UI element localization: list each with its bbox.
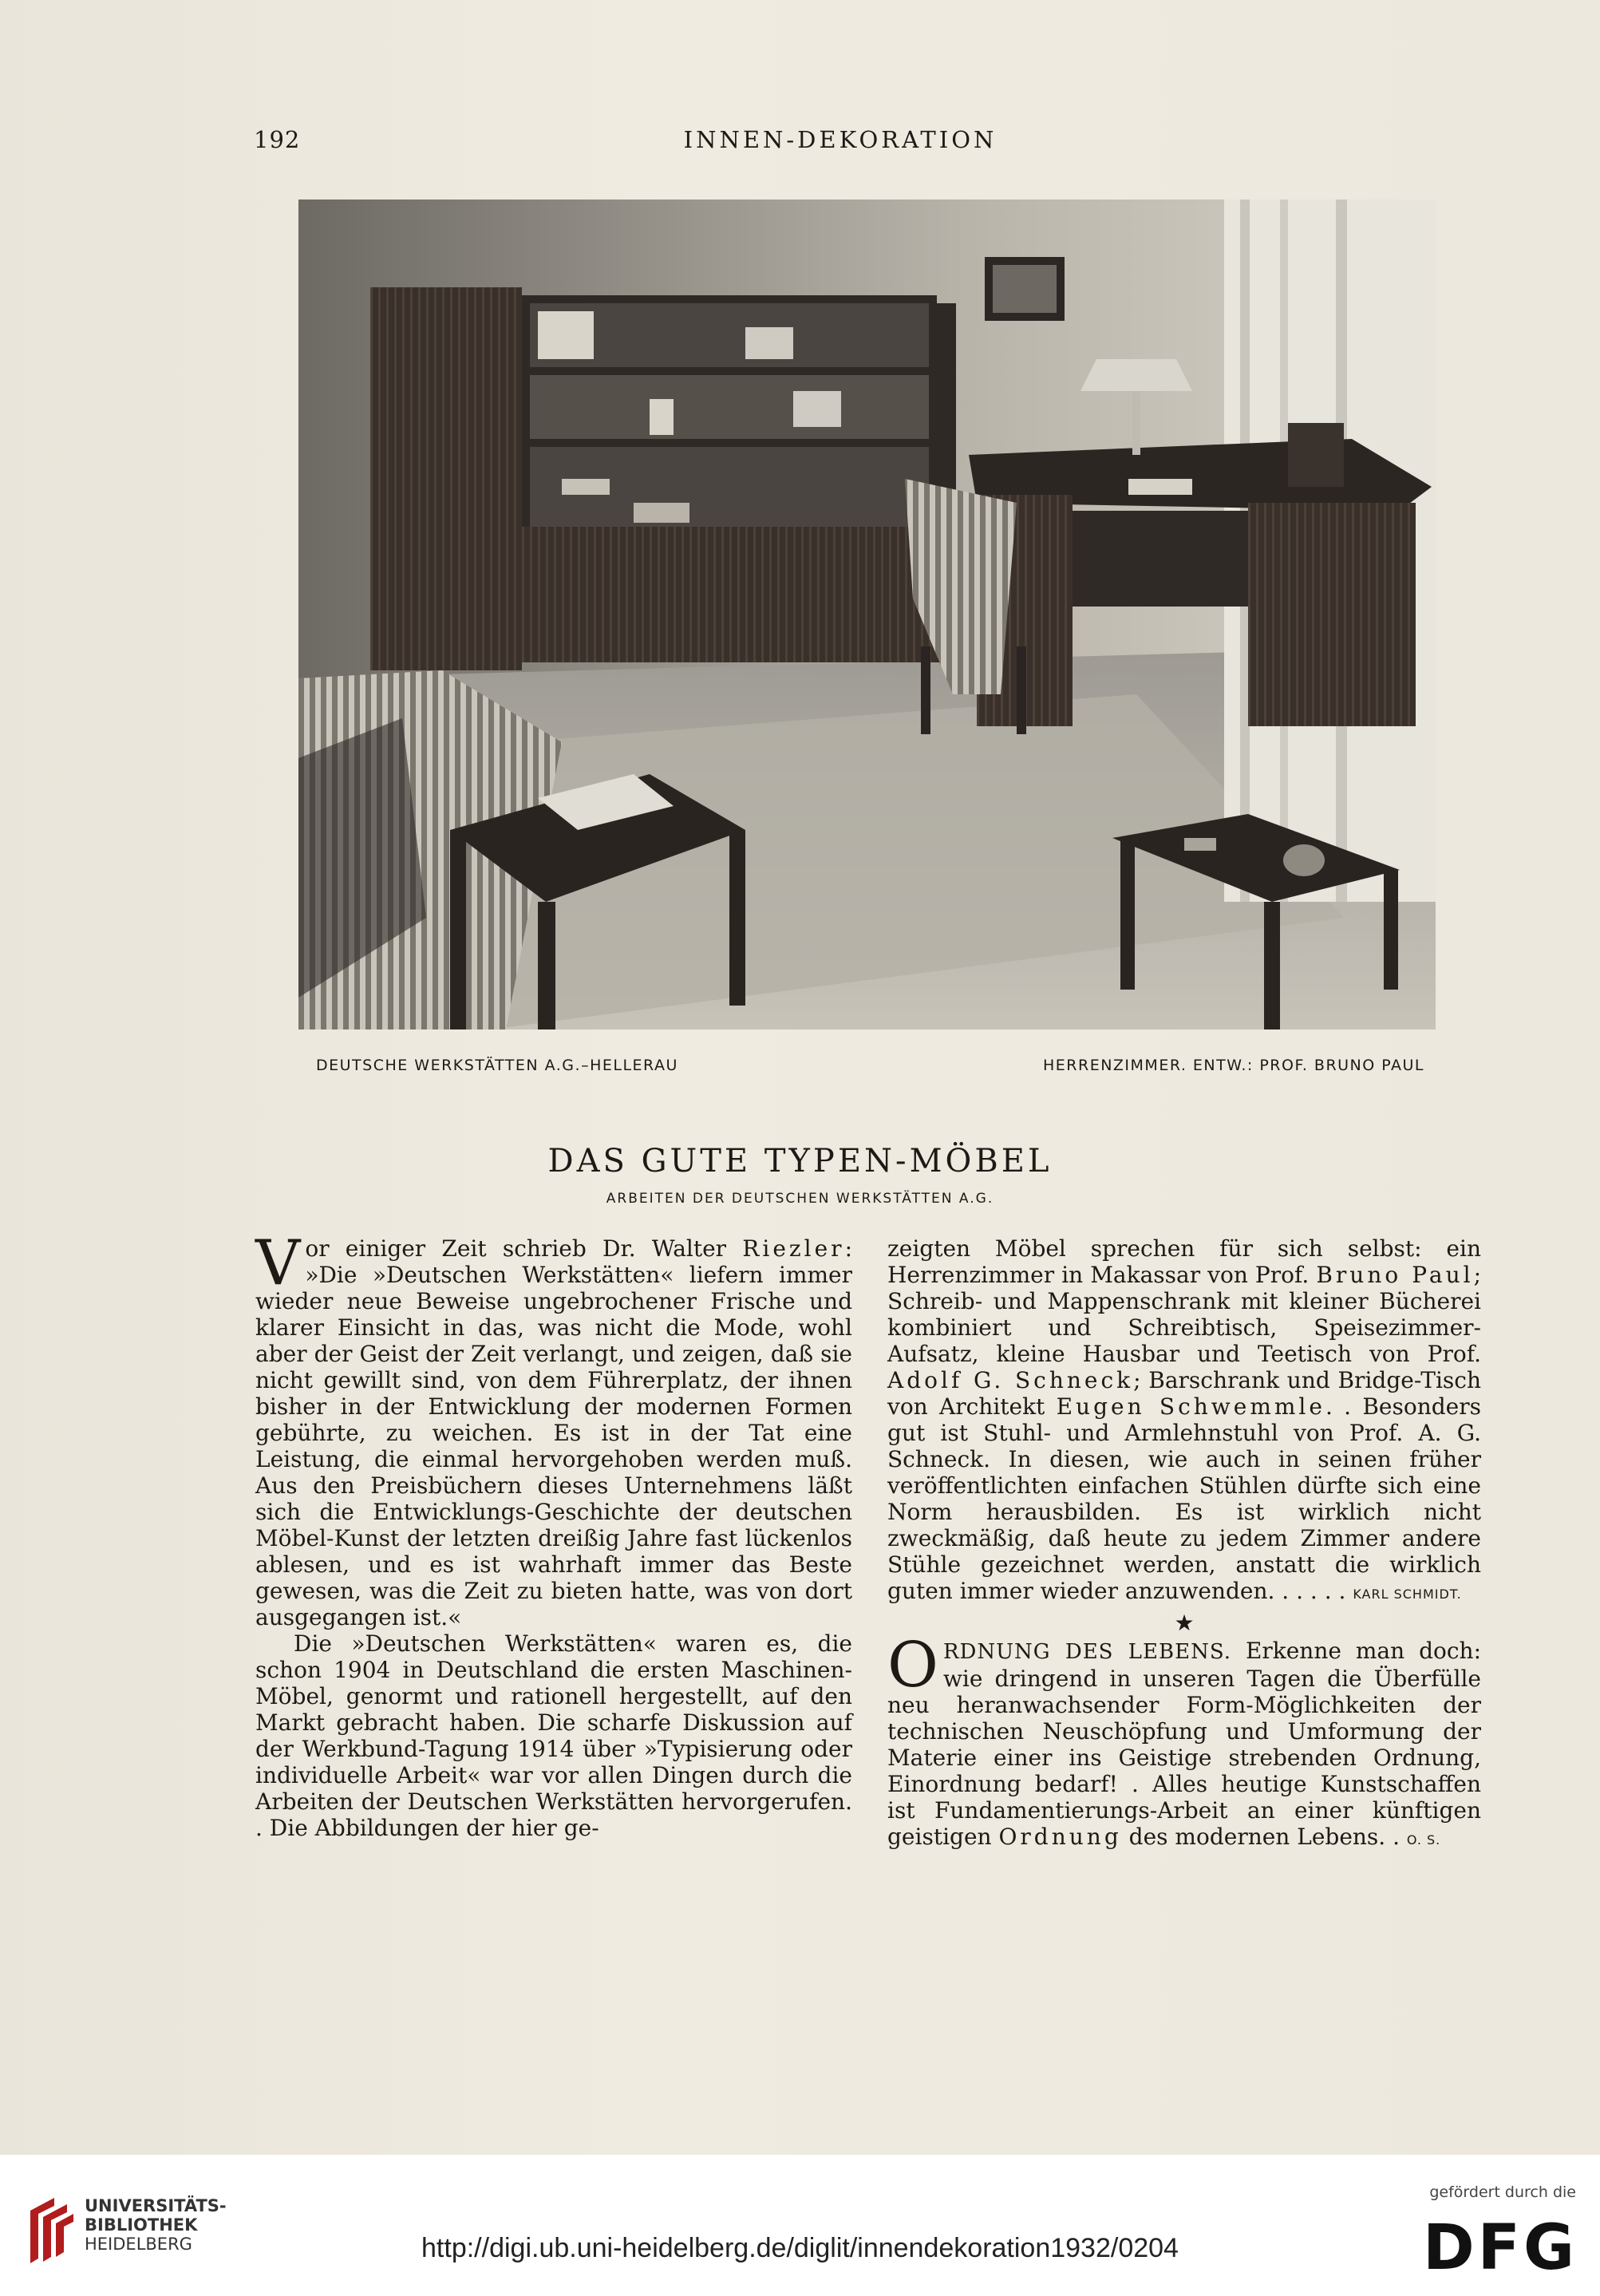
paragraph: Vor einiger Zeit schrieb Dr. Walter Riezler: »Die »Deutschen Werkstätten« liefern immer wieder neue Beweise ungebrochener Frische und klarer Einsicht in das, was nicht die Mode, wohl aber der Geist der Zeit verlangt, und zeigen, daß sie nicht gewillt sind, von dem Führerplatz, der ihnen bisher in der Entwicklung der modernen Formen gebührte, zu weichen. Es ist in der Tat eine Leistung, die einmal hervorgehoben werden muß. Aus den Preisbüchern dieses Unternehmens läßt sich die Entwicklungs-Geschichte der deutschen Möbel-Kunst der letzten dreißig Jahre fast lückenlos ablesen, und es ist wahrhaft immer das Beste gewesen, was die Zeit zu bieten hatte, was von dort ausgegangen ist.«	[255, 1227, 852, 1630]
article-subtitle: ARBEITEN DER DEUTSCHEN WERKSTÄTTEN A.G.	[606, 1191, 994, 1207]
funding-note: gefördert durch die	[1429, 2183, 1576, 2201]
paragraph: Die »Deutschen Werkstätten« waren es, die schon 1904 in Deutschland die ersten Maschinen-Möbel, genormt und rationell hergestellt, auf den Markt gebracht haben. Die scharfe Diskussion auf der Werkbund-Tagung 1914 über »Typisierung oder individuelle Arbeit« war vor allen Dingen durch die Arbeiten der Deutschen Werkstätten hervorgerufen. . Die Abbildungen der hier ge-	[255, 1630, 852, 1841]
interior-photo	[298, 200, 1436, 1029]
section-heading: RDNUNG DES LEBENS.	[942, 1640, 1232, 1664]
page-number: 192	[254, 126, 301, 153]
drop-cap: O	[887, 1630, 938, 1701]
designer-name: Adolf G. Schneck	[887, 1367, 1134, 1393]
author-signature: KARL SCHMIDT.	[1353, 1587, 1462, 1602]
paragraph: zeigten Möbel sprechen für sich selbst: ein Herrenzimmer in Makassar von Prof. Bruno Paul; Schreib- und Mappenschrank mit kleiner Bücherei kombiniert und Schreibtisch, Speisezimmer-Aufsatz, kleine Hausbar und Teetisch von Prof. Adolf G. Schneck; Barschrank und Bridge-Tisch von Architekt Eugen Schwemmle. . Besonders gut ist Stuhl- und Armlehnstuhl von Prof. A. G. Schneck. In diesen, wie auch in seinen früher veröffentlichten einfachen Stühlen dürfte sich eine Norm herausbilden. Es ist wirklich nicht zweckmäßig, daß heute zu jedem Zimmer andere Stühle gezeichnet werden, anstatt die wirklich guten immer wieder anzuwenden. . . . . . KARL SCHMIDT.	[887, 1235, 1481, 1604]
library-name: UNIVERSITÄTS- BIBLIOTHEK HEIDELBERG	[85, 2196, 227, 2254]
source-url-link[interactable]: http://digi.ub.uni-heidelberg.de/diglit/innendekoration1932/0204	[421, 2233, 1179, 2263]
drop-cap: V	[255, 1227, 301, 1299]
right-column	[887, 1235, 1481, 1853]
dfg-logo: DFG	[1422, 2212, 1578, 2284]
article-title: DAS GUTE TYPEN-MÖBEL	[547, 1143, 1053, 1180]
author-signature: O. S.	[1406, 1832, 1441, 1847]
designer-name: Bruno Paul	[1316, 1262, 1474, 1288]
author-name: Riezler	[742, 1235, 845, 1262]
photo-caption-right: HERRENZIMMER. ENTW.: PROF. BRUNO PAUL	[1043, 1057, 1424, 1074]
page-header	[254, 126, 1427, 161]
designer-name: Eugen Schwemmle	[1056, 1393, 1325, 1420]
left-column	[255, 1227, 852, 1841]
digitization-footer	[0, 2155, 1600, 2296]
running-title: INNEN-DEKORATION	[683, 126, 998, 153]
room-illustration	[298, 200, 1436, 1029]
photo-caption-left: DEUTSCHE WERKSTÄTTEN A.G.–HELLERAU	[316, 1057, 678, 1074]
star-separator: ★	[1174, 1610, 1195, 1636]
paragraph: ORDNUNG DES LEBENS. Erkenne man doch: wie dringend in unseren Tagen die Überfülle neu heranwachsender Form-Möglichkeiten der technischen Neuschöpfung und Umformung der Materie einer ins Geistige strebenden Ordnung, Einordnung bedarf! . Alles heutige Kunstschaffen ist Fundamentierungs-Arbeit an einer künftigen geistigen Ordnung des modernen Lebens. . O. S.	[887, 1630, 1482, 1850]
emphasized-word: Ordnung	[998, 1824, 1122, 1850]
